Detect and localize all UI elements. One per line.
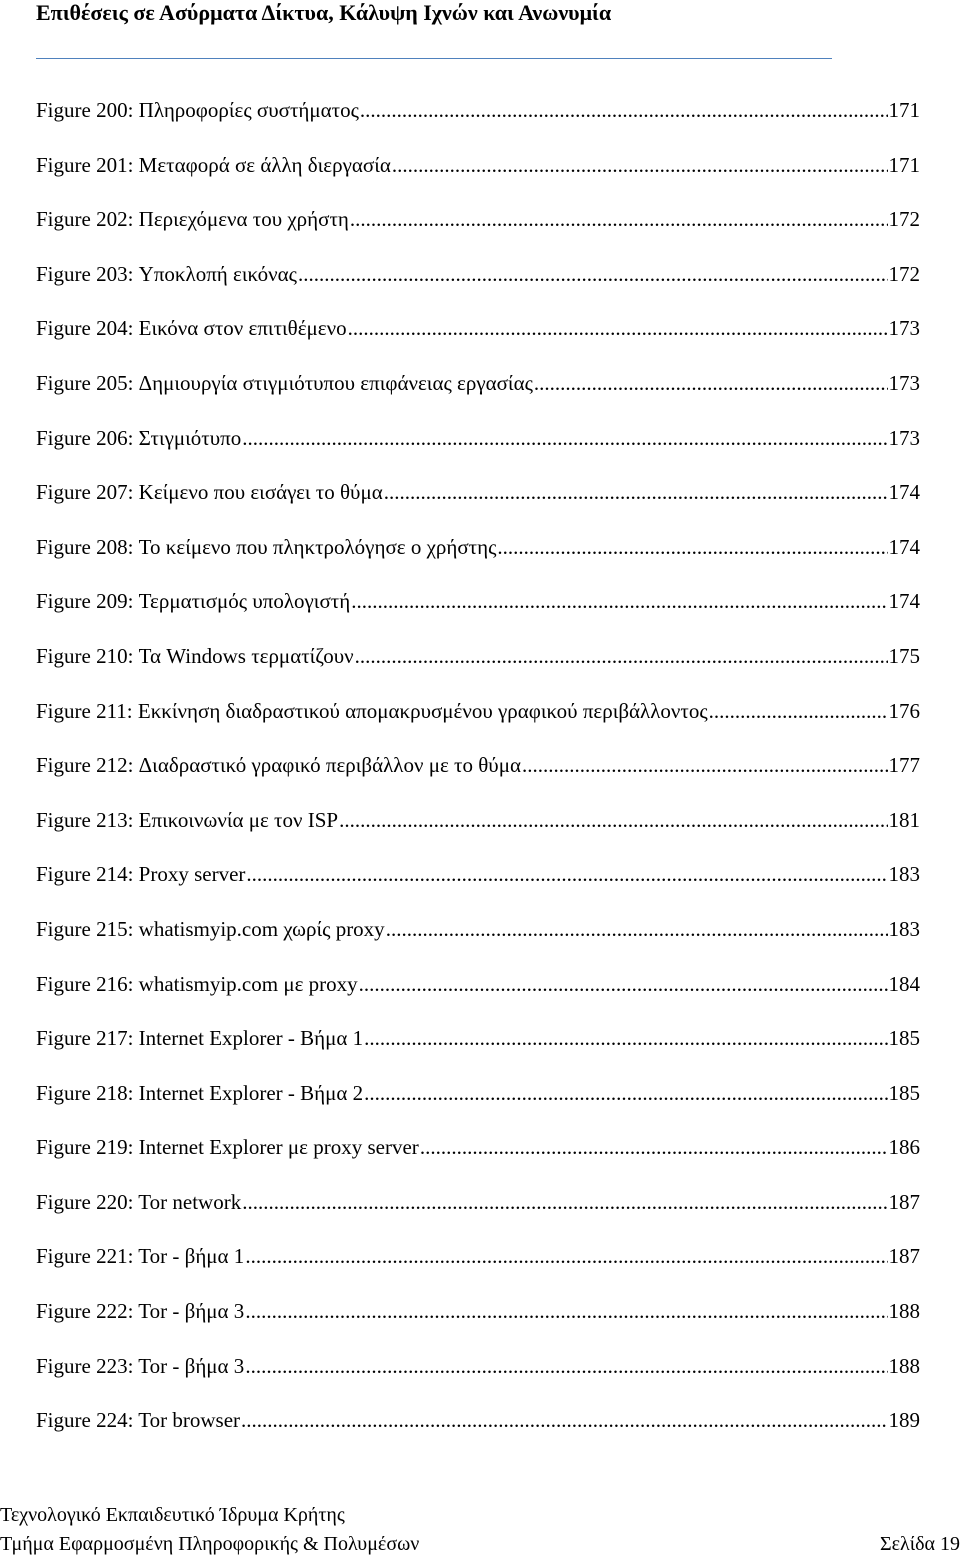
- toc-entry-page: 177: [888, 753, 920, 778]
- toc-dot-leader: [384, 474, 888, 510]
- toc-entry[interactable]: [36, 365, 920, 420]
- toc-entry[interactable]: [36, 747, 920, 802]
- toc-entry-label: Figure 201: Μεταφορά σε άλλη διεργασία: [36, 152, 391, 177]
- toc-dot-leader: [709, 693, 888, 729]
- table-of-figures: [36, 92, 920, 1457]
- toc-dot-leader: [242, 420, 887, 456]
- toc-entry[interactable]: [36, 966, 920, 1021]
- toc-entry-page: 171: [888, 98, 920, 122]
- toc-entry[interactable]: [36, 1020, 920, 1075]
- toc-entry[interactable]: [36, 147, 920, 202]
- toc-entry[interactable]: [36, 802, 920, 857]
- toc-entry-label: Figure 220: Tor network: [36, 1189, 242, 1214]
- toc-entry[interactable]: [36, 583, 920, 638]
- header-divider: [36, 58, 832, 59]
- toc-entry-label: Figure 216: whatismyip.com με proxy: [36, 971, 358, 996]
- toc-entry-label: Figure 205: Δημιουργία στιγμιότυπου επιφάνειας εργασίας: [36, 370, 533, 395]
- toc-entry[interactable]: [36, 1402, 920, 1457]
- toc-dot-leader: [348, 310, 888, 346]
- toc-entry-page: 183: [888, 862, 920, 887]
- toc-entry-page: 181: [888, 807, 920, 832]
- toc-entry-label: Figure 217: Internet Explorer - Βήμα 1: [36, 1026, 364, 1051]
- toc-dot-leader: [245, 1238, 887, 1274]
- toc-dot-leader: [350, 201, 888, 237]
- toc-dot-leader: [351, 583, 887, 619]
- toc-entry-label: Figure 207: Κείμενο που εισάγει το θύμα: [36, 480, 383, 505]
- toc-entry-label: Figure 222: Tor - βήμα 3: [36, 1299, 245, 1324]
- toc-entry-page: 188: [888, 1299, 920, 1324]
- toc-entry[interactable]: [36, 1348, 920, 1403]
- toc-entry-label: Figure 218: Internet Explorer - Βήμα 2: [36, 1080, 364, 1105]
- toc-entry[interactable]: [36, 1293, 920, 1348]
- toc-dot-leader: [364, 1075, 887, 1111]
- toc-entry[interactable]: [36, 310, 920, 365]
- toc-entry-label: Figure 206: Στιγμιότυπο: [36, 425, 242, 450]
- toc-entry-page: 172: [888, 207, 920, 232]
- toc-entry-page: 187: [888, 1244, 920, 1269]
- toc-entry[interactable]: [36, 1075, 920, 1130]
- toc-dot-leader: [360, 92, 888, 128]
- toc-entry[interactable]: [36, 1238, 920, 1293]
- toc-entry-page: 174: [888, 534, 920, 559]
- toc-entry-page: 174: [888, 589, 920, 614]
- toc-dot-leader: [392, 147, 888, 183]
- toc-entry[interactable]: [36, 856, 920, 911]
- footer-department: Τμήμα Εφαρμοσμένη Πληροφορικής & Πολυμέσων: [0, 1533, 420, 1555]
- toc-dot-leader: [242, 1184, 887, 1220]
- toc-entry-label: Figure 213: Επικοινωνία με τον ISP: [36, 807, 339, 832]
- toc-dot-leader: [364, 1020, 887, 1056]
- toc-entry[interactable]: [36, 256, 920, 311]
- toc-entry-label: Figure 224: Tor browser: [36, 1408, 241, 1433]
- toc-dot-leader: [245, 1348, 887, 1384]
- toc-entry-page: 185: [888, 1026, 920, 1051]
- toc-entry-label: Figure 210: Τα Windows τερματίζουν: [36, 643, 354, 668]
- toc-entry-label: Figure 223: Tor - βήμα 3: [36, 1353, 245, 1378]
- toc-entry[interactable]: [36, 420, 920, 475]
- toc-entry-label: Figure 211: Εκκίνηση διαδραστικού απομακρυσμένου γραφικού περιβάλλοντος: [36, 698, 708, 723]
- toc-entry-label: Figure 203: Υποκλοπή εικόνας: [36, 261, 297, 286]
- toc-entry-page: 171: [888, 152, 920, 177]
- toc-dot-leader: [355, 638, 888, 674]
- toc-entry[interactable]: [36, 529, 920, 584]
- toc-entry-label: Figure 208: Το κείμενο που πληκτρολόγησε ο χρήστης: [36, 534, 497, 559]
- toc-entry-page: 172: [888, 261, 920, 286]
- toc-entry-page: 184: [888, 971, 920, 996]
- toc-entry-page: 183: [888, 916, 920, 941]
- toc-entry-label: Figure 209: Τερματισμός υπολογιστή: [36, 589, 351, 614]
- toc-entry-page: 186: [888, 1135, 920, 1160]
- toc-entry-label: Figure 204: Εικόνα στον επιτιθέμενο: [36, 316, 347, 341]
- page-number: Σελίδα 19: [879, 1533, 960, 1555]
- toc-entry-page: 175: [888, 643, 920, 668]
- toc-dot-leader: [386, 911, 888, 947]
- toc-dot-leader: [246, 856, 887, 892]
- toc-entry[interactable]: [36, 474, 920, 529]
- toc-entry[interactable]: [36, 1129, 920, 1184]
- toc-dot-leader: [339, 802, 887, 838]
- toc-entry-label: Figure 202: Περιεχόμενα του χρήστη: [36, 207, 349, 232]
- toc-entry-page: 173: [888, 425, 920, 450]
- toc-entry-page: 185: [888, 1080, 920, 1105]
- toc-dot-leader: [359, 966, 888, 1002]
- toc-dot-leader: [420, 1129, 888, 1165]
- toc-entry-page: 176: [888, 698, 920, 723]
- toc-entry-label: Figure 214: Proxy server: [36, 862, 246, 887]
- toc-entry[interactable]: [36, 638, 920, 693]
- footer-institution: Τεχνολογικό Εκπαιδευτικό Ίδρυμα Κρήτης: [0, 1504, 345, 1526]
- toc-entry-page: 174: [888, 480, 920, 505]
- toc-dot-leader: [534, 365, 888, 401]
- toc-dot-leader: [298, 256, 888, 292]
- toc-entry-label: Figure 219: Internet Explorer με proxy server: [36, 1135, 419, 1160]
- toc-entry-label: Figure 215: whatismyip.com χωρίς proxy: [36, 916, 385, 941]
- toc-entry-label: Figure 212: Διαδραστικό γραφικό περιβάλλον με το θύμα: [36, 753, 521, 778]
- toc-entry[interactable]: [36, 1184, 920, 1239]
- toc-entry-page: 173: [888, 316, 920, 341]
- toc-entry-label: Figure 221: Tor - βήμα 1: [36, 1244, 245, 1269]
- toc-entry[interactable]: [36, 911, 920, 966]
- toc-entry-label: Figure 200: Πληροφορίες συστήματος: [36, 98, 359, 122]
- toc-entry[interactable]: [36, 693, 920, 748]
- toc-dot-leader: [241, 1402, 887, 1438]
- toc-dot-leader: [497, 529, 887, 565]
- toc-entry[interactable]: [36, 92, 920, 147]
- toc-entry-page: 188: [888, 1353, 920, 1378]
- toc-entry[interactable]: [36, 201, 920, 256]
- toc-entry-page: 187: [888, 1189, 920, 1214]
- document-title: Επιθέσεις σε Ασύρματα Δίκτυα, Κάλυψη Ιχνών και Ανωνυμία: [36, 0, 612, 25]
- toc-entry-page: 189: [888, 1408, 920, 1433]
- toc-entry-page: 173: [888, 370, 920, 395]
- toc-dot-leader: [245, 1293, 887, 1329]
- toc-dot-leader: [522, 747, 888, 783]
